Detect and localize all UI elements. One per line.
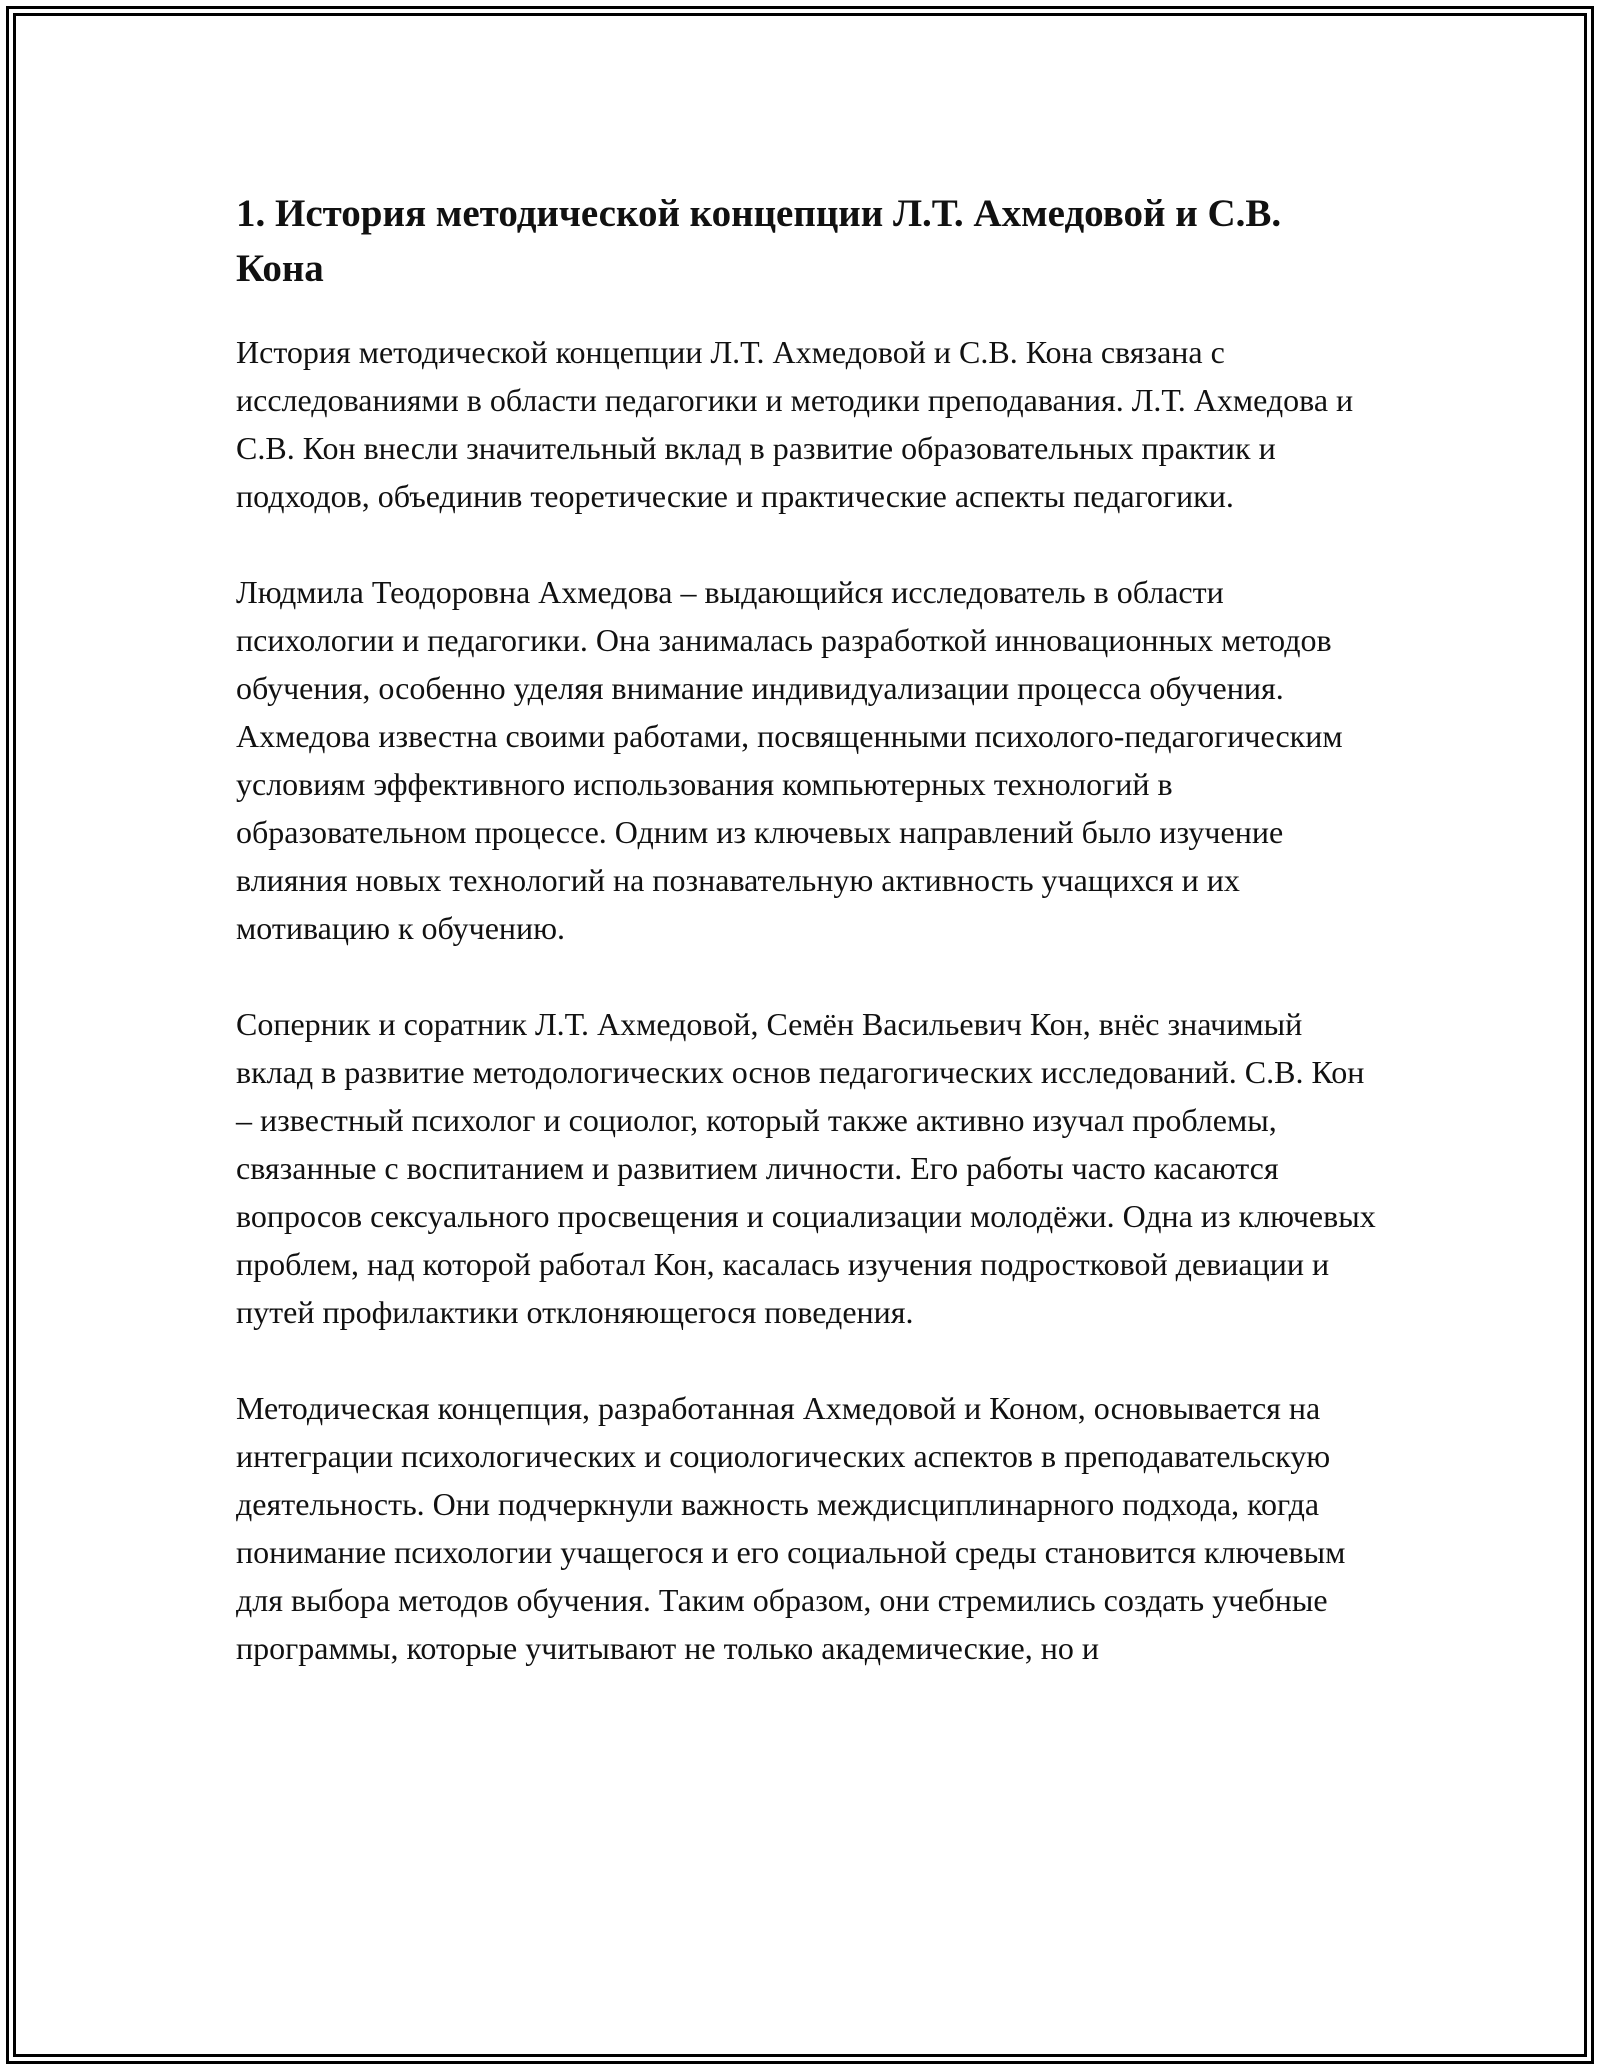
document-body bbox=[236, 186, 1376, 1672]
paragraph-concept: Методическая концепция, разработанная Ахмедовой и Коном, основывается на интеграции психологических и социологических аспектов в преподавательскую деятельность. Они подчеркнули важность междисциплинарного подхода, когда понимание психологии учащегося и его социальной среды становится ключевым для выбора методов обучения. Таким образом, они стремились создать учебные программы, которые учитывают не только академические, но и bbox=[236, 1390, 1346, 1666]
paragraph-akhmedova: Людмила Теодоровна Ахмедова – выдающийся исследователь в области психологии и педагогики. Она занималась разработкой инновационных методов обучения, особенно уделяя внимание индивидуализации процесса обучения. Ахмедова известна своими работами, посвященными психолого-педагогическим условиям эффективного использования компьютерных технологий в образовательном процессе. Одним из ключевых направлений было изучение влияния новых технологий на познавательную активность учащихся и их мотивацию к обучению. bbox=[236, 574, 1343, 946]
paragraph-kon: Соперник и соратник Л.Т. Ахмедовой, Семён Васильевич Кон, внёс значимый вклад в развитие методологических основ педагогических исследований. С.В. Кон – известный психолог и социолог, который также активно изучал проблемы, связанные с воспитанием и развитием личности. Его работы часто касаются вопросов сексуального просвещения и социализации молодёжи. Одна из ключевых проблем, над которой работал Кон, касалась изучения подростковой девиации и путей профилактики отклоняющегося поведения. bbox=[236, 1006, 1376, 1330]
paragraph-intro: История методической концепции Л.Т. Ахмедовой и С.В. Кона связана с исследованиями в области педагогики и методики преподавания. Л.Т. Ахмедова и С.В. Кон внесли значительный вклад в развитие образовательных практик и подходов, объединив теоретические и практические аспекты педагогики. bbox=[236, 334, 1354, 514]
section-heading: 1. История методической концепции Л.Т. Ахмедовой и С.В. Кона bbox=[236, 192, 1282, 290]
